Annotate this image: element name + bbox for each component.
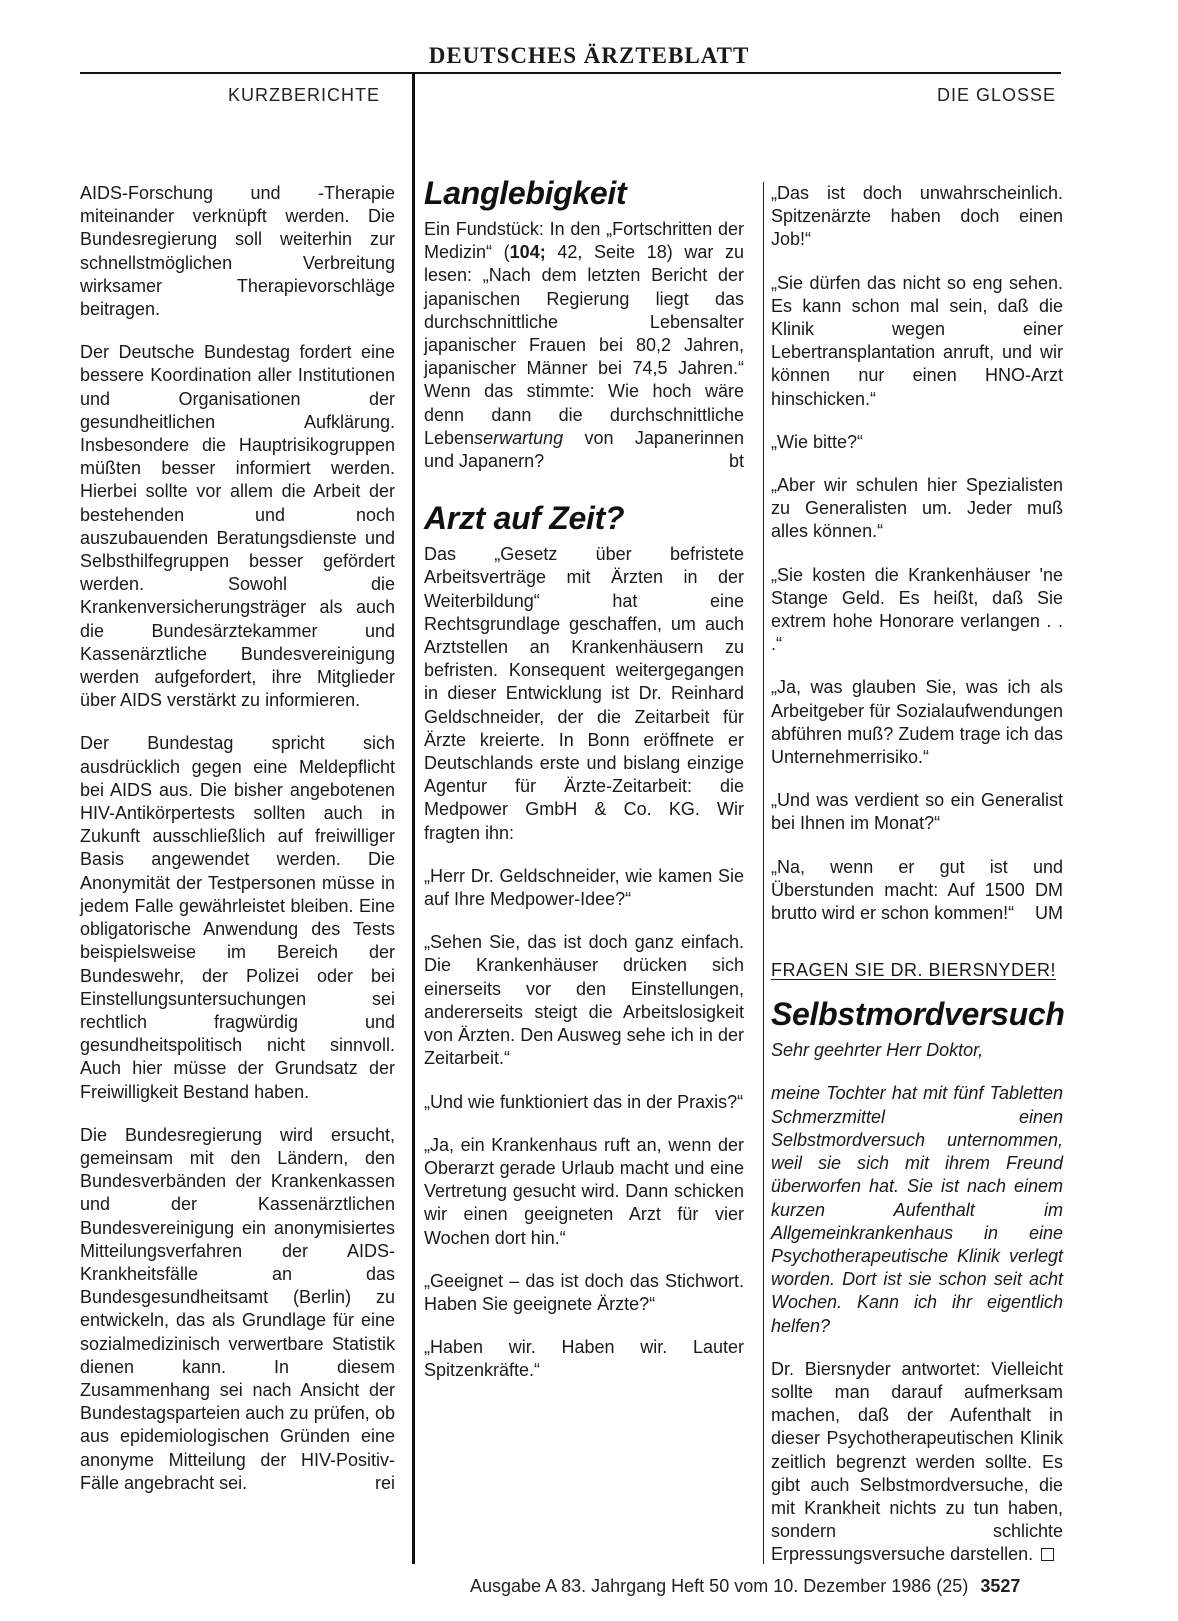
article-paragraph: [771, 1358, 1063, 1567]
column-kicker: FRAGEN SIE DR. BIERSNYDER!: [771, 960, 1057, 981]
article-paragraph: AIDS-Forschung und -Therapie miteinander verknüpft werden. Die Bundesregierung soll weiterhin zur schnellstmöglichen Verbreitung wirksamer Therapievorschläge beitragen.: [80, 183, 395, 320]
article-paragraph: Der Bundestag spricht sich ausdrücklich gegen eine Meldepflicht bei AIDS aus. Die bisher angebotenen HIV-Antikörpertests sollten auch in Zukunft ausschließlich auf freiwilliger Basis angewendet werden. Die Anonymität der Testpersonen müsse in jedem Falle gewährleistet bleiben. Eine obligatorische Anwendung des Tests beispielsweise im Bereich der Bundeswehr, der Polizei oder bei Einstellungsuntersuchungen sei rechtlich fragwürdig und gesundheitspolitisch nicht sinnvoll. Auch hier müsse der Grundsatz der Freiwilligkeit Bestand haben.: [80, 733, 395, 1102]
header-rule-left: [80, 72, 413, 74]
volume-number: 104;: [509, 242, 546, 263]
article-paragraph: „Das ist doch unwahrscheinlich. Spitzenärzte haben doch einen Job!“: [771, 183, 1063, 250]
letter-body: meine Tochter hat mit fünf Tabletten Schmerzmittel einen Selbstmordversuch unternommen, weil sie sich mit ihrem Freund überworfen hat. Sie ist nach einem kurzen Aufenthalt im Allgemeinkrankenhaus in eine Psychotherapeutische Klinik verlegt worden. Dort ist sie schon seit acht Wochen. Kann ich ihr eigentlich helfen?: [771, 1083, 1063, 1336]
text-run: 42, Seite 18) war zu lesen: „Nach dem letzten Bericht der japanischen Regierung liegt das durchschnittliche Lebensalter japanischer Frauen bei 80,2 Jahren, japanischer Männer bei 74,5 Jahren.“ Wenn das stimmte: Wie hoch wäre denn dann die durchschnittliche Leben: [424, 242, 745, 448]
author-initials: UM: [1035, 903, 1063, 924]
article-paragraph: „Sie dürfen das nicht so eng sehen. Es kann schon mal sein, daß die Klinik wegen einer Lebertransplantation anruft, und wir können nur einen HNO-Arzt hinschicken.“: [771, 272, 1063, 409]
article-paragraph: „Ja, was glauben Sie, was ich als Arbeitgeber für Sozialaufwendungen abführen muß? Zudem trage ich das Unternehmerrisiko.“: [771, 677, 1063, 768]
text-run: von Japanerinnen und Japanern?: [424, 427, 744, 472]
paragraph-text: Die Bundesregierung wird ersucht, gemeinsam mit den Ländern, den Bundesverbänden der Krankenkassen und der Kassenärztlichen Bundesvereinigung ein anonymisiertes Mitteilungsverfahren der AIDS-Krankheitsfälle an das Bundesgesundheitsamt (Berlin) zu entwickeln, das als Grundlage für eine sozialmedizinisch verwertbare Statistik dienen kann. In diesem Zusammenhang sei nach Ansicht der Bundestagsparteien auch zu prüfen, ob aus epidemiologischen Gründen eine anonyme Mitteilung der HIV-Positiv-Fälle angebracht sei.: [80, 1124, 395, 1493]
article-paragraph: „Wie bitte?“: [771, 431, 864, 452]
article-paragraph: „Und wie funktioniert das in der Praxis?“: [424, 1091, 744, 1112]
article-paragraph: [80, 1124, 395, 1495]
text-run: Ein Fundstück: In den „Fortschritten der Medizin“ (: [424, 219, 744, 263]
article-paragraph: [424, 218, 744, 473]
masthead: DEUTSCHES ÄRZTEBLATT: [428, 43, 750, 68]
article-paragraph: „Geeignet – das ist doch das Stichwort. Haben Sie geeignete Ärzte?“: [424, 1270, 744, 1314]
right-column: [771, 182, 1063, 1567]
article-paragraph: „Sehen Sie, das ist doch ganz einfach. Die Krankenhäuser drücken sich einerseits vor den Einstellungen, andererseits steigt die Arbeitslosigkeit von Ärzten. Den Ausweg sehe ich in der Zeitarbeit.“: [424, 932, 744, 1069]
author-initials: rei: [374, 1472, 395, 1493]
article-paragraph: „Haben wir. Haben wir. Lauter Spitzenkräfte.“: [424, 1337, 744, 1381]
article-paragraph: „Ja, ein Krankenhaus ruft an, wenn der Oberarzt gerade Urlaub macht und eine Vertretung gesucht wird. Dann schicken wir einen geeigneten Arzt für vier Wochen dort hin.“: [424, 1134, 744, 1248]
page-footer: [470, 1575, 1100, 1597]
article-paragraph: Das „Gesetz über befristete Arbeitsverträge mit Ärzten in der Weiterbildung“ hat eine Rechtsgrundlage geschaffen, um auch Arztstellen an Krankenhäusern zu befristen. Konsequent weitergegangen in dieser Entwicklung ist Dr. Reinhard Geldschneider, der die Zeitarbeit für Ärzte kreierte. In Bonn eröffnete er Deutschlands erste und bislang einzige Agentur für Ärzte-Zeitarbeit: die Medpower GmbH & Co. KG. Wir fragten ihn:: [424, 544, 744, 843]
section-label-die-glosse: DIE GLOSSE: [937, 85, 1057, 105]
middle-column: [424, 174, 744, 1383]
left-column: [80, 182, 395, 1495]
article-paragraph: Der Deutsche Bundestag fordert eine bessere Koordination aller Institutionen und Organisationen der gesundheitlichen Aufklärung. Insbesondere die Hauptrisikogruppen müßten besser informiert werden. Hierbei sollte vor allem die Arbeit der bestehenden und noch auszubauenden Beratungsdienste und Selbsthilfegruppen besser gefördert werden. Sowohl die Krankenversicherungsträger als auch die Bundesärztekammer und Kassenärztliche Bundesvereinigung werden aufgefordert, ihre Mitglieder über AIDS verstärkt zu informieren.: [80, 342, 395, 711]
paragraph-text: „Na, wenn er gut ist und Überstunden macht: Auf 1500 DM brutto wird er schon kommen!“: [771, 856, 1063, 924]
emphasis: serwartung: [474, 427, 564, 448]
section-label-kurzberichte: KURZBERICHTE: [228, 85, 381, 105]
paragraph-text: Dr. Biersnyder antwortet: Vielleicht sollte man darauf aufmerksam machen, daß der Aufenthalt in dieser Psychotherapeutischen Klinik zeitlich begrenzt werden sollte. Es gibt auch Selbstmordversuche, die mit Krankheit nichts zu tun haben, sondern schlichte Erpressungsversuche darstellen.: [771, 1358, 1063, 1565]
header-rule-right: [413, 72, 1061, 74]
headline-selbstmordversuch: Selbstmordversuch: [771, 996, 1065, 1033]
end-mark-icon: [1041, 1548, 1054, 1561]
article-paragraph: „Aber wir schulen hier Spezialisten zu Generalisten um. Jeder muß alles können.“: [771, 475, 1063, 542]
issue-info: Ausgabe A 83. Jahrgang Heft 50 vom 10. Dezember 1986 (25): [470, 1576, 969, 1596]
headline-arzt-auf-zeit: Arzt auf Zeit?: [424, 500, 625, 537]
article-paragraph: „Sie kosten die Krankenhäuser 'ne Stange Geld. Es heißt, daß Sie extrem hohe Honorare verlangen . . .“: [771, 564, 1063, 655]
article-paragraph: „Und was verdient so ein Generalist bei Ihnen im Monat?“: [771, 790, 1063, 834]
column-divider-main: [412, 74, 415, 1564]
page-number: 3527: [980, 1576, 1021, 1596]
column-divider-glosse: [763, 182, 764, 1564]
author-initials: bt: [728, 451, 744, 472]
article-paragraph: [771, 856, 1063, 926]
letter-salutation: Sehr geehrter Herr Doktor,: [771, 1040, 984, 1061]
article-paragraph: „Herr Dr. Geldschneider, wie kamen Sie auf Ihre Medpower-Idee?“: [424, 865, 744, 910]
headline-langlebigkeit: Langlebigkeit: [424, 175, 627, 211]
